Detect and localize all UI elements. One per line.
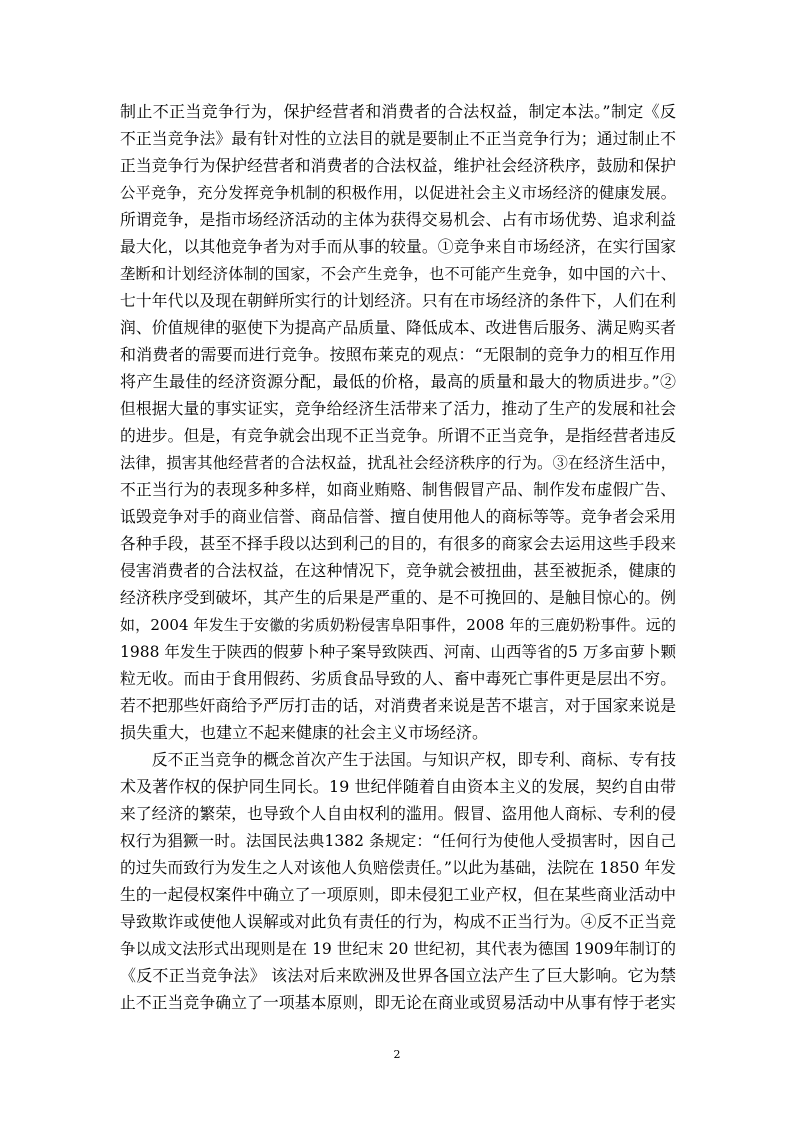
- text-line: 正当竞争行为保护经营者和消费者的合法权益，维护社会经济秩序，鼓励和保护: [120, 156, 676, 175]
- text-line: 和消费者的需要而进行竞争。按照布莱克的观点：“无限制的竞争力的相互作用: [120, 345, 676, 364]
- text-line: 侵害消费者的合法权益，在这种情况下，竞争就会被扭曲，甚至被扼杀，健康的: [120, 561, 676, 580]
- text-line: 各种手段，甚至不择手段以达到利己的目的，有很多的商家会去运用这些手段来: [120, 534, 676, 553]
- text-line: 争以成文法形式出现则是在 19 世纪末 20 世纪初，其代表为德国 1909年制订的: [120, 940, 676, 958]
- text-line: 不正当竞争法》最有针对性的立法目的就是要制止不正当竞争行为；通过制止不: [120, 129, 676, 148]
- text-line: 经济秩序受到破坏，其产生的后果是严重的、是不可挽回的、是触目惊心的。例: [120, 588, 676, 607]
- text-line: 权行为猖獗一时。法国民法典1382 条规定：“任何行为使他人受损害时，因自己: [120, 832, 676, 850]
- text-line: 但根据大量的事实证实，竞争给经济生活带来了活力，推动了生产的发展和社会: [120, 399, 676, 418]
- text-line: 来了经济的繁荣，也导致个人自由权利的滥用。假冒、盗用他人商标、专利的侵: [120, 804, 676, 823]
- text-line: 术及著作权的保护同生同长。19 世纪伴随着自由资本主义的发展，契约自由带: [120, 777, 676, 796]
- text-line: 1988 年发生于陕西的假萝卜种子案导致陕西、河南、山西等省的5 万多亩萝卜颗: [120, 643, 676, 661]
- text-line: 粒无收。而由于食用假药、劣质食品导致的人、畜中毒死亡事件更是层出不穷。: [120, 669, 676, 688]
- text-line: 七十年代以及现在朝鲜所实行的计划经济。只有在市场经济的条件下，人们在利: [120, 291, 676, 310]
- text-line: 的进步。但是，有竞争就会出现不正当竞争。所谓不正当竞争，是指经营者违反: [120, 426, 676, 445]
- text-line: 生的一起侵权案件中确立了一项原则，即未侵犯工业产权，但在某些商业活动中: [120, 885, 676, 904]
- text-line: 不正当行为的表现多种多样，如商业贿赂、制售假冒产品、制作发布虚假广告、: [120, 480, 676, 499]
- text-line: 反不正当竞争的概念首次产生于法国。与知识产权，即专利、商标、专有技: [120, 750, 676, 769]
- text-line: 公平竞争，充分发挥竞争机制的积极作用，以促进社会主义市场经济的健康发展。: [120, 184, 676, 202]
- text-line: 所谓竞争，是指市场经济活动的主体为获得交易机会、占有市场优势、追求利益: [120, 210, 676, 229]
- text-line: 若不把那些奸商给予严厉打击的话，对消费者来说是苦不堪言，对于国家来说是: [120, 696, 676, 715]
- text-line: 的过失而致行为发生之人对该他人负赔偿责任。”以此为基础，法院在 1850 年发: [120, 858, 676, 877]
- page-number: 2: [393, 1048, 401, 1061]
- text-line: 最大化，以其他竞争者为对手而从事的较量。①竞争来自市场经济，在实行国家: [120, 237, 676, 256]
- text-line: 法律，损害其他经营者的合法权益，扰乱社会经济秩序的行为。③在经济生活中，: [120, 454, 676, 472]
- text-line: 制止不正当竞争行为，保护经营者和消费者的合法权益，制定本法。”制定《反: [120, 102, 676, 121]
- text-line: 止不正当竞争确立了一项基本原则，即无论在商业或贸易活动中从事有悖于老实: [120, 993, 676, 1012]
- text-line: 将产生最佳的经济资源分配，最低的价格，最高的质量和最大的物质进步。”②: [120, 372, 676, 391]
- text-line: 垄断和计划经济体制的国家，不会产生竞争，也不可能产生竞争，如中国的六十、: [120, 265, 676, 283]
- text-line: 《反不正当竞争法》 该法对后来欧洲及世界各国立法产生了巨大影响。它为禁: [120, 966, 676, 985]
- text-line: 润、价值规律的驱使下为提高产品质量、降低成本、改进售后服务、满足购买者: [120, 318, 676, 337]
- text-line: 损失重大，也建立不起来健康的社会主义市场经济。: [120, 723, 489, 742]
- text-line: 导致欺诈或使他人误解或对此负有责任的行为，构成不正当行为。④反不正当竞: [120, 912, 676, 931]
- text-line: 如，2004 年发生于安徽的劣质奶粉侵害阜阳事件，2008 年的三鹿奶粉事件。远的: [120, 616, 676, 634]
- text-line: 诋毁竞争对手的商业信誉、商品信誉、擅自使用他人的商标等等。竞争者会采用: [120, 507, 676, 526]
